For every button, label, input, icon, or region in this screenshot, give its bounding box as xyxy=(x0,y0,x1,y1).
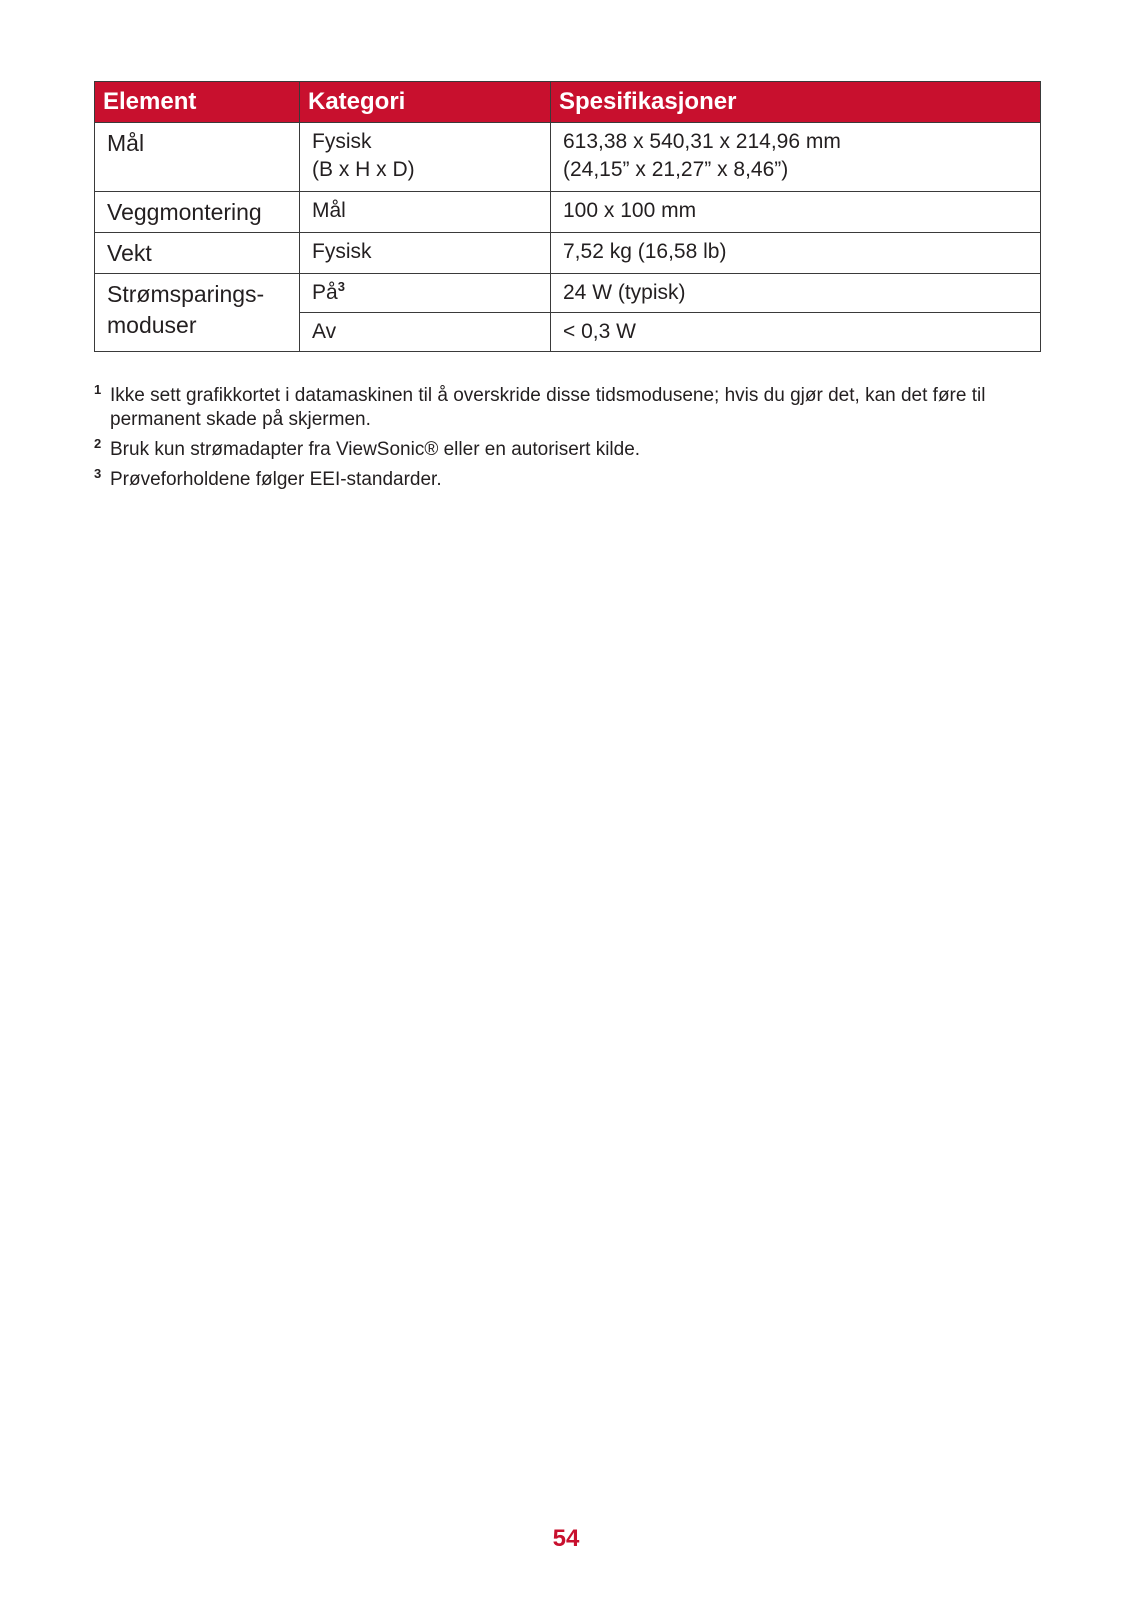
cell-category xyxy=(300,274,551,313)
footnote-text: Prøveforholdene følger EEI-standarder. xyxy=(110,469,442,490)
footnotes xyxy=(94,384,1054,498)
footnote xyxy=(94,384,1054,432)
category-on-label: På xyxy=(312,281,338,304)
page-number: 54 xyxy=(552,1525,580,1552)
spec-table xyxy=(94,81,1041,352)
cell-category: Mål xyxy=(300,192,551,233)
table-row xyxy=(95,274,1041,313)
cell-element: Veggmontering xyxy=(95,192,300,233)
footnote xyxy=(94,468,1054,492)
header-category: Kategori xyxy=(300,82,551,123)
cell-spec: 613,38 x 540,31 x 214,96 mm (24,15” x 21,27” x 8,46”) xyxy=(551,123,1041,192)
table-header-row xyxy=(95,82,1041,123)
table-row xyxy=(95,123,1041,192)
footnote xyxy=(94,438,1054,462)
cell-category: Fysisk (B x H x D) xyxy=(300,123,551,192)
cell-spec: 7,52 kg (16,58 lb) xyxy=(551,233,1041,274)
cell-element: Vekt xyxy=(95,233,300,274)
cell-spec: < 0,3 W xyxy=(551,313,1041,352)
footnote-text: Ikke sett grafikkortet i datamaskinen til å overskride disse tidsmodusene; hvis du gjør det, kan det føre til permanent skade på skjermen. xyxy=(110,385,986,430)
cell-category: Av xyxy=(300,313,551,352)
header-specifications: Spesifikasjoner xyxy=(551,82,1041,123)
footnote-ref: 3 xyxy=(337,279,345,294)
footnote-mark: 3 xyxy=(94,466,102,481)
table-row xyxy=(95,192,1041,233)
cell-element: Mål xyxy=(95,123,300,192)
cell-element: Strømsparings- moduser xyxy=(95,274,300,352)
cell-spec: 24 W (typisk) xyxy=(551,274,1041,313)
header-element: Element xyxy=(95,82,300,123)
cell-category: Fysisk xyxy=(300,233,551,274)
footnote-mark: 2 xyxy=(94,436,102,451)
footnote-text: Bruk kun strømadapter fra ViewSonic® eller en autorisert kilde. xyxy=(110,439,641,460)
table-row xyxy=(95,233,1041,274)
cell-spec: 100 x 100 mm xyxy=(551,192,1041,233)
footnote-mark: 1 xyxy=(94,382,102,397)
